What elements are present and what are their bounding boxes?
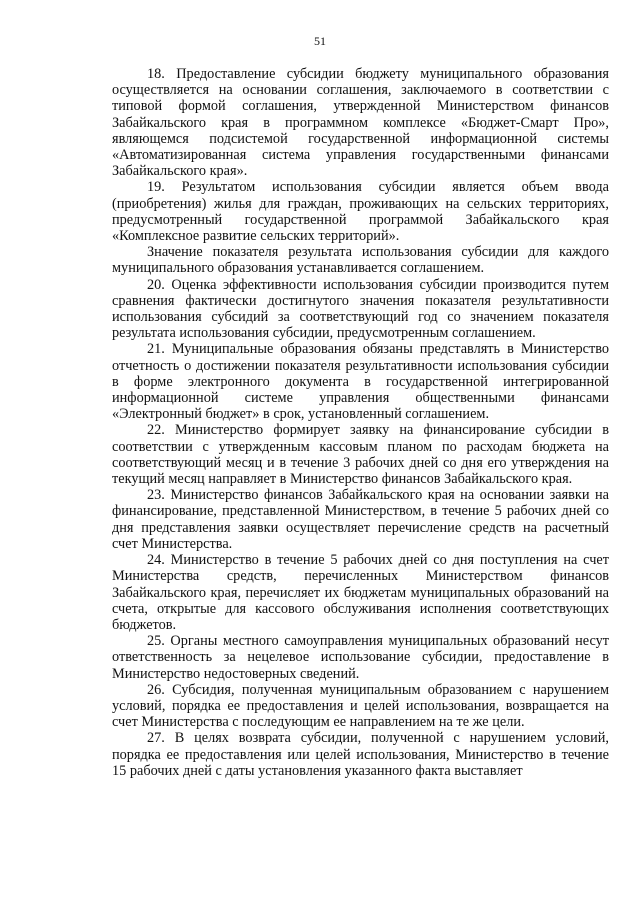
paragraph-26: 26. Субсидия, полученная муниципальным образованием с нарушением условий, порядка ее предоставления и целей использования, возвращается на счет Министерства с последующим ее направлением на те же цели. xyxy=(112,681,609,731)
paragraph-20: 20. Оценка эффективности использования субсидии производится путем сравнения фактически достигнутого значения показателя результативности использования субсидий за соответствующий год со значением показателя результата использования субсидии, предусмотренным соглашением. xyxy=(112,276,609,342)
paragraph-22: 22. Министерство формирует заявку на финансирование субсидии в соответствии с утвержденным кассовым планом по расходам бюджета на соответствующий месяц и в течение 3 рабочих дней со дня его утверждения на текущий месяц направляет в Министерство финансов Забайкальского края. xyxy=(112,422,609,488)
paragraph-27: 27. В целях возврата субсидии, полученной с нарушением условий, порядка ее предоставления или целей использования, Министерство в течение 15 рабочих дней с даты установления указанного факта выставляет xyxy=(112,730,609,779)
paragraph-25: 25. Органы местного самоуправления муниципальных образований несут ответственность за нецелевое использование субсидии, предоставление в Министерство недостоверных сведений. xyxy=(112,633,609,682)
paragraph-19-indicator: Значение показателя результата использования субсидии для каждого муниципального образования устанавливается соглашением. xyxy=(112,244,609,277)
paragraph-21: 21. Муниципальные образования обязаны представлять в Министерство отчетность о достижении показателя результативности использования субсидии в форме электронного документа в государственной интегрированной информационной системе управления общественными финансами «Электронный бюджет» в срок, установленный соглашением. xyxy=(112,341,609,423)
document-body xyxy=(112,66,609,779)
paragraph-24: 24. Министерство в течение 5 рабочих дней со дня поступления на счет Министерства средств, перечисленных Министерством финансов Забайкальского края, перечисляет их бюджетам муниципальных образований на счета, открытые для кассового обслуживания исполнения соответствующих бюджетов. xyxy=(112,552,609,633)
paragraph-19: 19. Результатом использования субсидии является объем ввода (приобретения) жилья для граждан, проживающих на сельских территориях, предусмотренный государственной программой Забайкальского края «Комплексное развитие сельских территорий». xyxy=(112,179,609,245)
paragraph-23: 23. Министерство финансов Забайкальского края на основании заявки на финансирование, представленной Министерством, в течение 5 рабочих дней со дня представления заявки осуществляет перечисление средств на расчетный счет Министерства. xyxy=(112,487,609,552)
page-number: 51 xyxy=(314,34,326,48)
paragraph-18: 18. Предоставление субсидии бюджету муниципального образования осуществляется на основании соглашения, заключаемого в соответствии с типовой формой соглашения, утвержденной Министерством финансов Забайкальского края в программном комплексе «Бюджет-Смарт Про», являющемся подсистемой государственной информационной системы «Автоматизированная система управления государственными финансами Забайкальского края». xyxy=(112,66,609,180)
